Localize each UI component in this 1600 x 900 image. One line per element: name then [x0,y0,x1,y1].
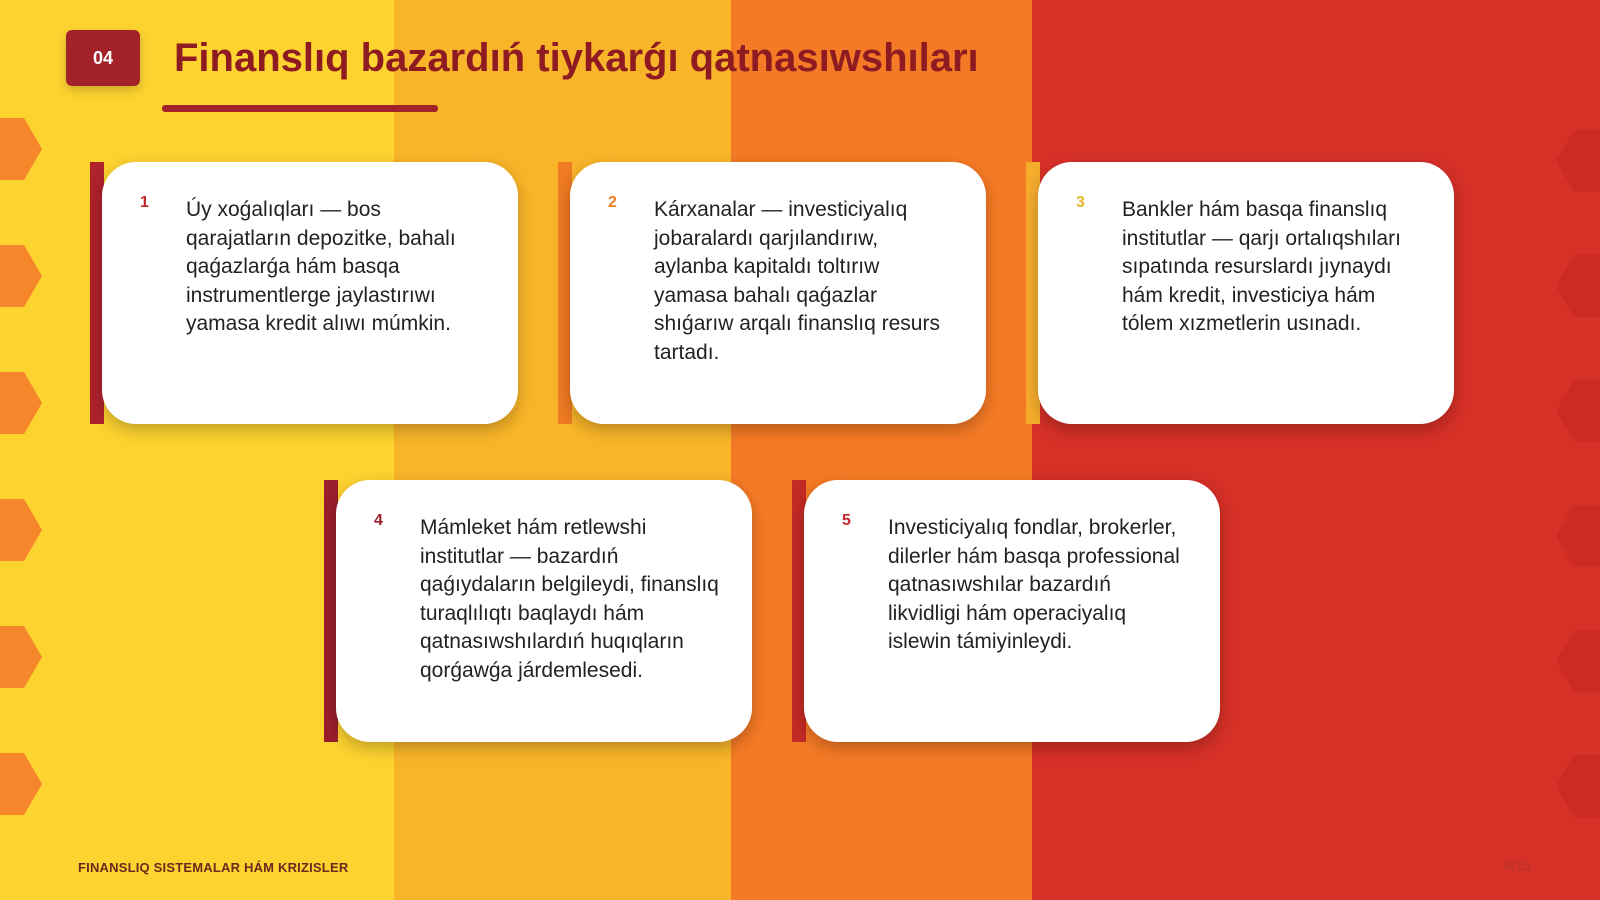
background-band-amber [394,0,731,900]
card-number: 1 [140,194,149,211]
participant-card-5 [792,480,1220,742]
card-text: Úy xoǵalıqları — bos qarajatların depozitke, bahalı qaǵazlarǵa hám basqa instrumentlerge jaylastırıwı yamasa kredit alıwı múmkin. [186,198,456,335]
card-number: 4 [374,512,383,529]
card-number: 2 [608,194,617,211]
card-body [1038,162,1454,424]
participant-card-3 [1026,162,1454,424]
slide-number-badge: 04 [66,30,140,86]
card-text: Bankler hám basqa finanslıq institutlar — qarjı ortalıqshıları sıpatında resurslardı jıynaydı hám kredit, investiciya hám tólem xızmetlerin usınadı. [1122,198,1401,335]
background-band-yellow [0,0,394,900]
card-body [336,480,752,742]
card-text: Mámleket hám retlewshi institutlar — bazardıń qaǵıydaların belgileydi, finanslıq turaqlılıqtı baqlaydı hám qatnasıwshılardıń huqıqların qorǵawǵa járdemlesedi. [420,516,719,682]
participant-card-1 [90,162,518,424]
card-body [570,162,986,424]
participant-card-2 [558,162,986,424]
card-body [102,162,518,424]
participant-card-4 [324,480,752,742]
page-number: 4/16 [1504,858,1530,873]
card-text: Kárxanalar — investiciyalıq jobaralardı qarjılandırıw, aylanba kapitaldı toltırıw yamasa bahalı qaǵazlar shıǵarıw arqalı finanslıq resurs tartadı. [654,198,940,364]
background-band-orange [731,0,1032,900]
footer-label: FINANSLIQ SISTEMALAR HÁM KRIZISLER [78,860,349,875]
page-title: Finanslıq bazardıń tiykarǵı qatnasıwshıları [174,36,979,80]
card-number: 5 [842,512,851,529]
background-band-red [1032,0,1600,900]
card-number: 3 [1076,194,1085,211]
card-body [804,480,1220,742]
title-underline [162,105,438,112]
card-text: Investiciyalıq fondlar, brokerler, dilerler hám basqa professional qatnasıwshılar bazardıń likvidligi hám operaciyalıq islewin támiyinleydi. [888,516,1180,653]
